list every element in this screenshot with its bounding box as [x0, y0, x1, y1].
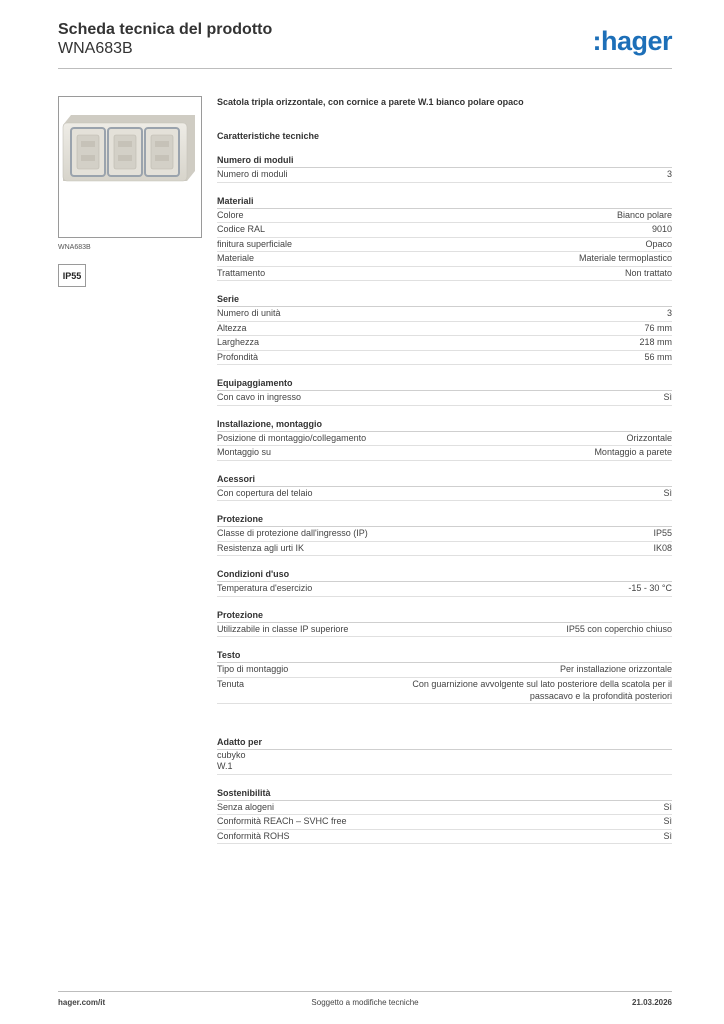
- spec-row: [217, 351, 672, 366]
- spec-value: IP55: [653, 528, 672, 538]
- spec-value: Sì: [663, 392, 672, 402]
- footer-date: 21.03.2026: [631, 998, 672, 1007]
- spec-section: [217, 293, 672, 365]
- section-title: Numero di moduli: [217, 154, 672, 168]
- spec-label: Colore: [217, 209, 244, 220]
- spec-label: Profondità: [217, 351, 259, 362]
- spec-value: Opaco: [645, 238, 672, 249]
- spacer: [217, 716, 672, 736]
- spec-section: [217, 154, 672, 183]
- spec-value: 3: [666, 169, 672, 179]
- footer-website-link[interactable]: hager.com/it: [58, 998, 106, 1007]
- spec-label: Conformità REACh – SVHC free: [217, 816, 347, 826]
- spec-label: Posizione di montaggio/collegamento: [217, 432, 367, 443]
- triple-box-illustration: [59, 97, 201, 237]
- spec-row: [217, 238, 672, 253]
- spec-label: Materiale: [217, 253, 255, 263]
- spec-label: Numero di moduli: [217, 169, 288, 179]
- spec-row: [217, 391, 672, 406]
- footer-divider: [58, 991, 672, 992]
- spec-value: Materiale termoplastico: [578, 253, 672, 263]
- sustainability-section: [217, 787, 672, 845]
- spec-row: [217, 815, 672, 830]
- section-title: Acessori: [217, 473, 672, 487]
- spec-row: [217, 223, 672, 238]
- product-image: [58, 96, 202, 238]
- spec-value: 3: [666, 308, 672, 318]
- spec-value: Orizzontale: [626, 432, 672, 443]
- spec-row: [217, 307, 672, 322]
- spec-row: [217, 432, 672, 447]
- spec-content: [217, 96, 672, 856]
- spec-label: Tipo di montaggio: [217, 664, 289, 674]
- spec-label: Altezza: [217, 322, 247, 333]
- spec-label: Trattamento: [217, 267, 266, 278]
- spec-value: Per installazione orizzontale: [559, 664, 672, 674]
- spec-label: Classe di protezione dall'ingresso (IP): [217, 528, 368, 538]
- spec-label: Utilizzabile in classe IP superiore: [217, 623, 349, 634]
- spec-row: [217, 168, 672, 183]
- footer-note: Soggetto a modifiche tecniche: [311, 998, 419, 1007]
- spec-row: [217, 336, 672, 351]
- spec-label: Senza alogeni: [217, 801, 275, 812]
- header-divider: [58, 68, 672, 69]
- spec-label: Temperatura d'esercizio: [217, 583, 313, 593]
- spec-row: [217, 527, 672, 542]
- section-title: Protezione: [217, 609, 672, 623]
- spec-label: Numero di unità: [217, 308, 281, 318]
- spec-row: [217, 487, 672, 502]
- suitable-for-item: W.1: [217, 761, 672, 775]
- spec-section: [217, 377, 672, 406]
- spec-label: Tenuta: [217, 678, 245, 689]
- spec-row: [217, 446, 672, 461]
- spec-value: 218 mm: [639, 337, 672, 347]
- section-title: Materiali: [217, 195, 672, 209]
- spec-section: [217, 649, 672, 704]
- spec-row: [217, 830, 672, 845]
- spec-value: Con guarnizione avvolgente sul lato posteriore della scatola per il passacavo e la profondità posteriori: [412, 678, 672, 701]
- page-title: Scheda tecnica del prodotto: [58, 21, 273, 38]
- section-title: Testo: [217, 649, 672, 663]
- spec-row: [217, 542, 672, 557]
- spec-row: [217, 663, 672, 678]
- section-title: Protezione: [217, 513, 672, 527]
- product-description: Scatola tripla orizzontale, con cornice a parete W.1 bianco polare opaco: [217, 97, 524, 107]
- page-header: [58, 20, 672, 58]
- spec-row: [217, 209, 672, 224]
- section-title: Serie: [217, 293, 672, 307]
- spec-label: Con copertura del telaio: [217, 487, 313, 498]
- spec-value: Sì: [663, 830, 672, 841]
- spec-value: 76 mm: [644, 322, 672, 333]
- spec-value: Sì: [663, 816, 672, 826]
- spec-row: [217, 801, 672, 816]
- spec-value: Montaggio a parete: [594, 447, 672, 457]
- spec-label: Conformità ROHS: [217, 830, 290, 841]
- section-title: Adatto per: [217, 736, 672, 750]
- spec-row: [217, 623, 672, 638]
- spec-value: 9010: [651, 224, 672, 234]
- spec-section: [217, 473, 672, 502]
- ip-rating-badge: IP55: [58, 264, 86, 287]
- spec-row: [217, 252, 672, 267]
- section-title: Equipaggiamento: [217, 377, 672, 391]
- hager-logo: :hager: [592, 26, 672, 56]
- specs-heading: Caratteristiche tecniche: [217, 131, 320, 141]
- spec-label: Codice RAL: [217, 224, 266, 234]
- spec-value: 56 mm: [644, 351, 672, 362]
- spec-value: IK08: [653, 542, 672, 553]
- spec-row: [217, 582, 672, 597]
- spec-value: -15 - 30 °C: [628, 583, 672, 593]
- spec-value: IP55 con coperchio chiuso: [566, 623, 672, 634]
- spec-row: [217, 678, 672, 704]
- spec-label: Con cavo in ingresso: [217, 392, 302, 402]
- spec-label: finitura superficiale: [217, 238, 293, 249]
- section-title: Installazione, montaggio: [217, 418, 672, 432]
- spec-section: [217, 513, 672, 556]
- spec-label: Resistenza agli urti IK: [217, 542, 305, 553]
- spec-sections: [217, 154, 672, 704]
- spec-value: Sì: [663, 801, 672, 812]
- spec-label: Larghezza: [217, 337, 260, 347]
- image-caption: WNA683B: [58, 244, 91, 251]
- suitable-for-item: cubyko: [217, 749, 246, 760]
- spec-section: [217, 609, 672, 638]
- spec-value: Non trattato: [624, 267, 672, 278]
- spec-row: [217, 267, 672, 282]
- section-title: Condizioni d'uso: [217, 568, 672, 582]
- spec-value: Bianco polare: [616, 209, 672, 220]
- product-code: WNA683B: [58, 40, 133, 57]
- spec-section: [217, 418, 672, 461]
- spec-section: [217, 568, 672, 597]
- spec-label: Montaggio su: [217, 447, 272, 457]
- spec-value: Sì: [663, 487, 672, 498]
- spec-section: [217, 195, 672, 282]
- spec-row: [217, 322, 672, 337]
- section-title: Sostenibilità: [217, 787, 672, 801]
- suitable-for-section: [217, 736, 672, 775]
